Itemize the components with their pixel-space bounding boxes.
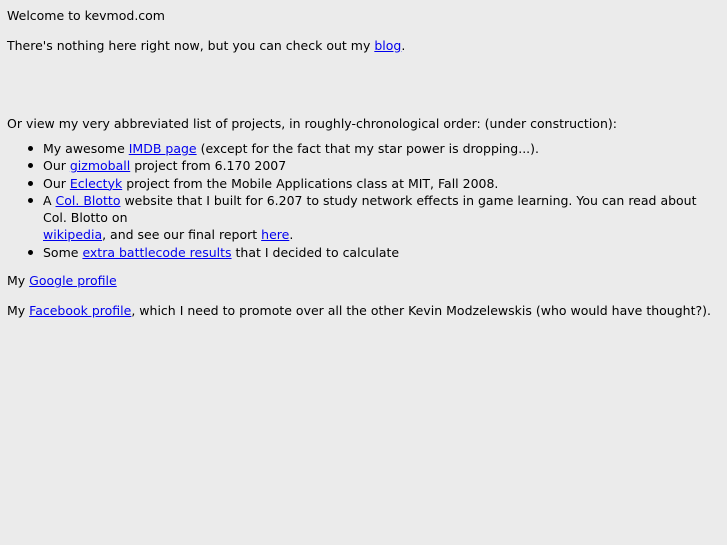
project-text: website that I built for 6.207 to study network effects in game learning. You can read about Col. Blotto on [43, 192, 697, 226]
bullet-icon [28, 198, 33, 203]
google-profile-link[interactable]: Google profile [29, 273, 117, 289]
project-item-imdb [43, 140, 722, 157]
bullet-icon [28, 250, 33, 255]
blog-text-before: There's nothing here right now, but you can check out my [7, 38, 375, 53]
project-text: A [43, 192, 56, 208]
project-item-blotto [43, 192, 722, 244]
project-text: (except for the fact that my star power is dropping...). [196, 141, 540, 156]
project-text: Our [43, 158, 70, 174]
blog-paragraph [7, 38, 722, 54]
facebook-text-before: My [7, 303, 30, 319]
col-blotto-link[interactable]: Col. Blotto [55, 192, 121, 208]
page-content [7, 8, 722, 319]
project-text: My awesome [43, 141, 129, 156]
project-text: Some [43, 244, 83, 260]
final-report-link[interactable]: here [261, 227, 290, 243]
projects-list [7, 140, 722, 261]
gizmoball-link[interactable]: gizmoball [69, 158, 131, 174]
wikipedia-link[interactable]: wikipedia [43, 227, 103, 243]
facebook-text-after: , which I need to promote over all the other Kevin Modzelewskis (who would have thought?). [131, 303, 711, 319]
eclectyk-link[interactable]: Eclectyk [69, 175, 123, 191]
projects-intro: Or view my very abbreviated list of projects, in roughly-chronological order: (under construction): [7, 116, 617, 131]
facebook-profile-link[interactable]: Facebook profile [29, 303, 132, 319]
blog-link[interactable]: blog [374, 38, 402, 53]
blog-text-after: . [401, 38, 406, 53]
project-text: . [289, 227, 294, 243]
bullet-icon [28, 181, 33, 186]
welcome-heading: Welcome to kevmod.com [7, 8, 165, 23]
project-text: project from 6.170 2007 [130, 158, 287, 174]
google-paragraph [7, 273, 722, 289]
battlecode-link[interactable]: extra battlecode results [82, 244, 232, 260]
project-item-gizmoball [43, 157, 722, 174]
imdb-link[interactable]: IMDB page [128, 141, 197, 156]
facebook-paragraph [7, 303, 722, 319]
bullet-icon [28, 146, 33, 151]
google-text: My [7, 273, 30, 289]
project-text: project from the Mobile Applications class at MIT, Fall 2008. [122, 175, 499, 191]
project-text: Our [43, 175, 70, 191]
project-text: , and see our final report [102, 227, 262, 243]
project-text: that I decided to calculate [231, 244, 400, 260]
project-item-battlecode [43, 244, 722, 261]
project-item-eclectyk [43, 175, 722, 192]
bullet-icon [28, 163, 33, 168]
